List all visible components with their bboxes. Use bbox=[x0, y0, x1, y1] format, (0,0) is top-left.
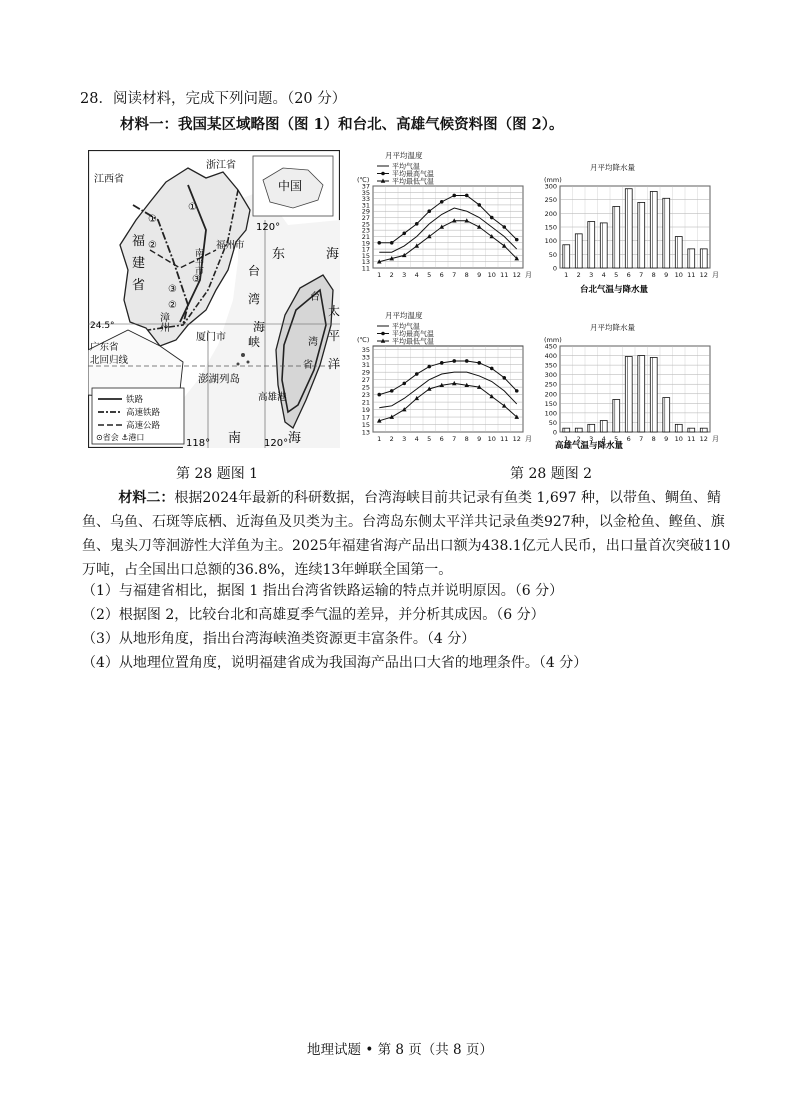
legend-label: 平均最低气温 bbox=[392, 177, 434, 186]
y-tick-label: 300 bbox=[544, 371, 557, 380]
y-tick-label: 50 bbox=[548, 250, 557, 259]
y-tick-label: 0 bbox=[552, 264, 557, 273]
map-label-sheng: 省 bbox=[132, 278, 146, 293]
bar bbox=[575, 234, 582, 268]
bar bbox=[700, 249, 707, 268]
x-tick-label: 1 bbox=[377, 435, 382, 443]
taipei-caption: 台北气温与降水量 bbox=[580, 285, 649, 295]
material1-text: 我国某区域略图（图 1）和台北、高雄气候资料图（图 2）。 bbox=[178, 116, 564, 133]
x-tick-label: 1 bbox=[564, 271, 569, 279]
route-num-6: ① bbox=[188, 202, 197, 213]
y-tick-label: 21 bbox=[361, 232, 370, 241]
bar bbox=[700, 428, 707, 432]
x-tick-label: 7 bbox=[639, 435, 644, 443]
point bbox=[515, 238, 519, 242]
y-tick-label: 13 bbox=[361, 428, 370, 437]
x-tick-label: 5 bbox=[427, 435, 432, 443]
legend-label: 平均气温 bbox=[392, 322, 420, 331]
point bbox=[465, 359, 469, 363]
y-tick-label: 400 bbox=[544, 352, 557, 361]
legend-highspeed-rail: 高速铁路 bbox=[126, 408, 161, 418]
bar bbox=[563, 428, 570, 432]
point bbox=[440, 361, 444, 365]
point bbox=[390, 241, 394, 245]
material2 bbox=[82, 486, 742, 582]
taipei-precip-chart bbox=[544, 162, 719, 279]
map-label-tropic: 北回归线 bbox=[90, 355, 129, 366]
map-label-kaohsiung: 高雄港 bbox=[258, 392, 287, 403]
x-tick-label: 10 bbox=[487, 435, 496, 443]
subquestion-2: （2）根据图 2，比较台北和高雄夏季气温的差异，并分析其成因。（6 分） bbox=[82, 607, 545, 623]
map-label-fu: 福 bbox=[132, 234, 146, 249]
legend-label: 平均最高气温 bbox=[392, 330, 434, 338]
y-tick-label: 25 bbox=[361, 220, 370, 229]
x-tick-label: 6 bbox=[439, 435, 444, 443]
y-tick-label: 250 bbox=[544, 380, 557, 389]
x-tick-label: 5 bbox=[614, 271, 619, 279]
taipei-temperature-chart bbox=[357, 150, 532, 279]
kaohsiung-temperature-chart bbox=[357, 310, 532, 443]
map-label-strait-4: 峡 bbox=[248, 335, 261, 349]
map-label-zhangzhou: 漳州 bbox=[157, 312, 169, 332]
y-tick-label: 25 bbox=[361, 383, 370, 392]
x-tick-label: 11 bbox=[500, 435, 509, 443]
x-tick-label: 9 bbox=[664, 435, 669, 443]
map-label-strait-1: 台 bbox=[248, 264, 261, 278]
y-tick-label: 200 bbox=[544, 209, 557, 218]
legend-label: 平均最低气温 bbox=[392, 337, 434, 346]
bar bbox=[638, 202, 645, 268]
chart-title: 月平均温度 bbox=[385, 311, 423, 320]
kaohsiung-caption: 高雄气温与降水量 bbox=[555, 441, 624, 450]
bar bbox=[588, 222, 595, 268]
map-label-lon120: 120° bbox=[264, 438, 289, 448]
map-label-pacific-3: 洋 bbox=[328, 357, 340, 371]
x-tick-label: 5 bbox=[427, 271, 432, 279]
bar bbox=[563, 245, 570, 268]
y-tick-label: 35 bbox=[361, 188, 370, 197]
point bbox=[490, 367, 494, 371]
point bbox=[440, 200, 444, 204]
point bbox=[415, 372, 419, 376]
y-axis-label: (℃) bbox=[357, 176, 370, 184]
y-tick-label: 150 bbox=[544, 399, 557, 408]
map-label-guangdong: 广东省 bbox=[90, 342, 119, 353]
material2-label: 材料二： bbox=[118, 490, 175, 506]
y-tick-label: 100 bbox=[544, 237, 557, 246]
map-label-tw-3: 省 bbox=[303, 360, 313, 371]
route-num-4: ② bbox=[168, 300, 177, 311]
x-tick-label: 6 bbox=[626, 435, 631, 443]
x-tick-label: 8 bbox=[464, 435, 469, 443]
route-num-2: ② bbox=[148, 240, 157, 251]
bar bbox=[688, 249, 695, 268]
x-tick-label: 4 bbox=[414, 271, 419, 279]
x-tick-label: 2 bbox=[389, 271, 394, 279]
y-tick-label: 0 bbox=[552, 428, 557, 437]
point bbox=[477, 203, 481, 207]
y-tick-label: 31 bbox=[361, 201, 370, 210]
x-axis-label: 月 bbox=[712, 271, 719, 279]
question-title: 28．阅读材料，完成下列问题。（20 分） bbox=[80, 91, 347, 107]
y-tick-label: 13 bbox=[361, 258, 370, 267]
point bbox=[477, 361, 481, 365]
map-label-penghu: 澎湖列岛 bbox=[198, 373, 240, 385]
y-tick-label: 27 bbox=[361, 376, 370, 385]
x-axis-label: 月 bbox=[712, 435, 719, 443]
y-tick-label: 300 bbox=[544, 182, 557, 191]
y-tick-label: 37 bbox=[361, 182, 370, 191]
legend-label: 平均最高气温 bbox=[392, 170, 434, 178]
point bbox=[377, 393, 381, 397]
subquestion-4: （4）从地理位置角度，说明福建省成为我国海产品出口大省的地理条件。（4 分） bbox=[82, 655, 588, 671]
point bbox=[415, 222, 419, 226]
y-tick-label: 350 bbox=[544, 361, 557, 370]
bar bbox=[613, 400, 620, 432]
x-tick-label: 8 bbox=[651, 435, 656, 443]
x-tick-label: 11 bbox=[687, 271, 696, 279]
map-label-tw-2: 湾 bbox=[308, 337, 318, 348]
bar bbox=[613, 207, 620, 269]
x-tick-label: 4 bbox=[601, 271, 606, 279]
x-axis-label: 月 bbox=[525, 435, 532, 443]
point bbox=[515, 389, 519, 393]
bar bbox=[625, 189, 632, 268]
bar bbox=[675, 424, 682, 432]
x-tick-label: 7 bbox=[452, 271, 457, 279]
point bbox=[402, 232, 406, 236]
x-tick-label: 9 bbox=[664, 271, 669, 279]
legend-railway: 铁路 bbox=[126, 395, 144, 405]
y-tick-label: 33 bbox=[361, 353, 370, 362]
map-label-strait-2: 湾 bbox=[248, 292, 261, 306]
point bbox=[502, 376, 506, 380]
y-tick-label: 50 bbox=[548, 418, 557, 427]
y-tick-label: 21 bbox=[361, 398, 370, 407]
bar bbox=[638, 356, 645, 432]
subquestion-1: （1）与福建省相比，据图 1 指出台湾省铁路运输的特点并说明原因。（6 分） bbox=[82, 583, 564, 599]
chart-title: 月平均温度 bbox=[385, 151, 423, 160]
point bbox=[402, 382, 406, 386]
bar bbox=[663, 398, 670, 432]
legend-marker bbox=[381, 172, 385, 176]
route-num-1: ① bbox=[148, 214, 157, 225]
x-tick-label: 1 bbox=[377, 271, 382, 279]
y-axis-label: (mm) bbox=[544, 336, 562, 344]
y-tick-label: 150 bbox=[544, 223, 557, 232]
y-tick-label: 250 bbox=[544, 196, 557, 205]
x-tick-label: 6 bbox=[439, 271, 444, 279]
x-tick-label: 11 bbox=[687, 435, 696, 443]
bar bbox=[650, 191, 657, 268]
x-tick-label: 3 bbox=[589, 271, 594, 279]
x-tick-label: 2 bbox=[576, 271, 581, 279]
y-axis-label: (mm) bbox=[544, 176, 562, 184]
x-tick-label: 3 bbox=[589, 435, 594, 443]
map-label-lat245: 24.5° bbox=[90, 321, 115, 331]
x-tick-label: 5 bbox=[614, 435, 619, 443]
point bbox=[502, 225, 506, 229]
bar bbox=[575, 428, 582, 432]
map-label-lon118: 118° bbox=[186, 438, 211, 448]
y-tick-label: 29 bbox=[361, 368, 370, 377]
climate-charts bbox=[345, 150, 725, 450]
material1 bbox=[120, 113, 564, 134]
y-tick-label: 23 bbox=[361, 226, 370, 235]
y-tick-label: 17 bbox=[361, 245, 370, 254]
bar bbox=[588, 424, 595, 432]
x-tick-label: 12 bbox=[699, 271, 708, 279]
point bbox=[490, 216, 494, 220]
chart-title: 月平均降水量 bbox=[590, 323, 635, 332]
y-tick-label: 23 bbox=[361, 391, 370, 400]
bar bbox=[650, 357, 657, 432]
x-tick-label: 10 bbox=[674, 271, 683, 279]
x-tick-label: 8 bbox=[651, 271, 656, 279]
map-label-lon120b: 120° bbox=[256, 222, 281, 233]
bar bbox=[600, 223, 607, 268]
map-label-jiangxi: 江西省 bbox=[94, 174, 124, 185]
x-tick-label: 10 bbox=[674, 435, 683, 443]
bar bbox=[600, 421, 607, 432]
y-tick-label: 29 bbox=[361, 207, 370, 216]
map-label-south-sea: 海 bbox=[288, 431, 302, 446]
y-tick-label: 17 bbox=[361, 413, 370, 422]
x-tick-label: 6 bbox=[626, 271, 631, 279]
y-tick-label: 100 bbox=[544, 409, 557, 418]
y-tick-label: 19 bbox=[361, 239, 370, 248]
route-num-5: ③ bbox=[192, 274, 201, 285]
map-label-fuzhou: 福州市 bbox=[216, 240, 245, 251]
y-tick-label: 11 bbox=[361, 264, 370, 273]
y-tick-label: 33 bbox=[361, 195, 370, 204]
x-axis-label: 月 bbox=[525, 271, 532, 279]
y-tick-label: 19 bbox=[361, 406, 370, 415]
point bbox=[390, 389, 394, 393]
bar bbox=[675, 237, 682, 268]
map-label-zhejiang: 浙江省 bbox=[206, 160, 236, 171]
map-label-xiamen: 厦门市 bbox=[196, 332, 226, 343]
map-label-pacific-2: 平 bbox=[328, 329, 340, 343]
point bbox=[452, 359, 456, 363]
x-tick-label: 12 bbox=[699, 435, 708, 443]
y-tick-label: 35 bbox=[361, 346, 370, 355]
x-tick-label: 9 bbox=[477, 271, 482, 279]
x-tick-label: 7 bbox=[452, 435, 457, 443]
map-label-china: 中国 bbox=[278, 179, 303, 193]
x-tick-label: 2 bbox=[389, 435, 394, 443]
material1-label: 材料一： bbox=[120, 116, 178, 133]
point bbox=[377, 241, 381, 245]
legend-label: 平均气温 bbox=[392, 162, 420, 171]
kaohsiung-precip-chart bbox=[544, 322, 719, 443]
point bbox=[452, 194, 456, 198]
region-map bbox=[88, 150, 340, 448]
fig1-caption: 第 28 题图 1 bbox=[176, 466, 259, 482]
point bbox=[427, 365, 431, 369]
x-tick-label: 12 bbox=[512, 271, 521, 279]
x-tick-label: 4 bbox=[601, 435, 606, 443]
map-label-sea: 海 bbox=[326, 247, 340, 262]
chart-title: 月平均降水量 bbox=[590, 163, 635, 172]
x-tick-label: 10 bbox=[487, 271, 496, 279]
point bbox=[465, 194, 469, 198]
point bbox=[427, 209, 431, 213]
map-label-jian: 建 bbox=[132, 256, 146, 271]
x-tick-label: 7 bbox=[639, 271, 644, 279]
legend-expressway: 高速公路 bbox=[126, 421, 161, 431]
map-label-south: 南 bbox=[228, 431, 242, 446]
legend-marker bbox=[381, 332, 385, 336]
bar bbox=[688, 428, 695, 432]
y-axis-label: (℃) bbox=[357, 336, 370, 344]
x-tick-label: 8 bbox=[464, 271, 469, 279]
bar bbox=[663, 198, 670, 268]
page-footer: 地理试题 • 第 8 页（共 8 页） bbox=[307, 1042, 493, 1058]
map-label-tw-1: 台 bbox=[310, 292, 320, 303]
x-tick-label: 2 bbox=[576, 435, 581, 443]
y-tick-label: 200 bbox=[544, 390, 557, 399]
map-label-strait-3: 海 bbox=[253, 320, 266, 334]
map-label-nanping: 南平市 bbox=[193, 248, 203, 275]
x-tick-label: 9 bbox=[477, 435, 482, 443]
x-tick-label: 3 bbox=[402, 435, 407, 443]
y-tick-label: 15 bbox=[361, 421, 370, 430]
y-tick-label: 27 bbox=[361, 214, 370, 223]
y-tick-label: 450 bbox=[544, 342, 557, 351]
map-label-east: 东 bbox=[272, 247, 286, 262]
map-label-pacific-1: 太 bbox=[328, 304, 340, 318]
y-tick-label: 31 bbox=[361, 361, 370, 370]
x-tick-label: 11 bbox=[500, 271, 509, 279]
x-tick-label: 12 bbox=[512, 435, 521, 443]
y-tick-label: 15 bbox=[361, 251, 370, 260]
fig2-caption: 第 28 题图 2 bbox=[510, 466, 593, 482]
material2-text: 根据2024年最新的科研数据，台湾海峡目前共记录有鱼类 1,697 种，以带鱼、鲷鱼、鲭鱼、乌鱼、石斑等底栖、近海鱼及贝类为主。台湾岛东侧太平洋共记录鱼类927种，以金枪鱼、鲣鱼、旗鱼、鬼头刀等洄游性大洋鱼为主。2025年福建省海产品出口额为438.1亿元人民币，出口量首次突破110万吨，占全国出口总额的36.8%，连续13年蝉联全国第一。 bbox=[82, 490, 731, 578]
route-num-3: ③ bbox=[168, 284, 177, 295]
bar bbox=[625, 357, 632, 432]
x-tick-label: 1 bbox=[564, 435, 569, 443]
x-tick-label: 3 bbox=[402, 271, 407, 279]
x-tick-label: 4 bbox=[414, 435, 419, 443]
subquestion-3: （3）从地形角度，指出台湾海峡渔类资源更丰富条件。（4 分） bbox=[82, 631, 476, 647]
legend-capital-port: ⊙省会 ⚓港口 bbox=[96, 433, 145, 442]
